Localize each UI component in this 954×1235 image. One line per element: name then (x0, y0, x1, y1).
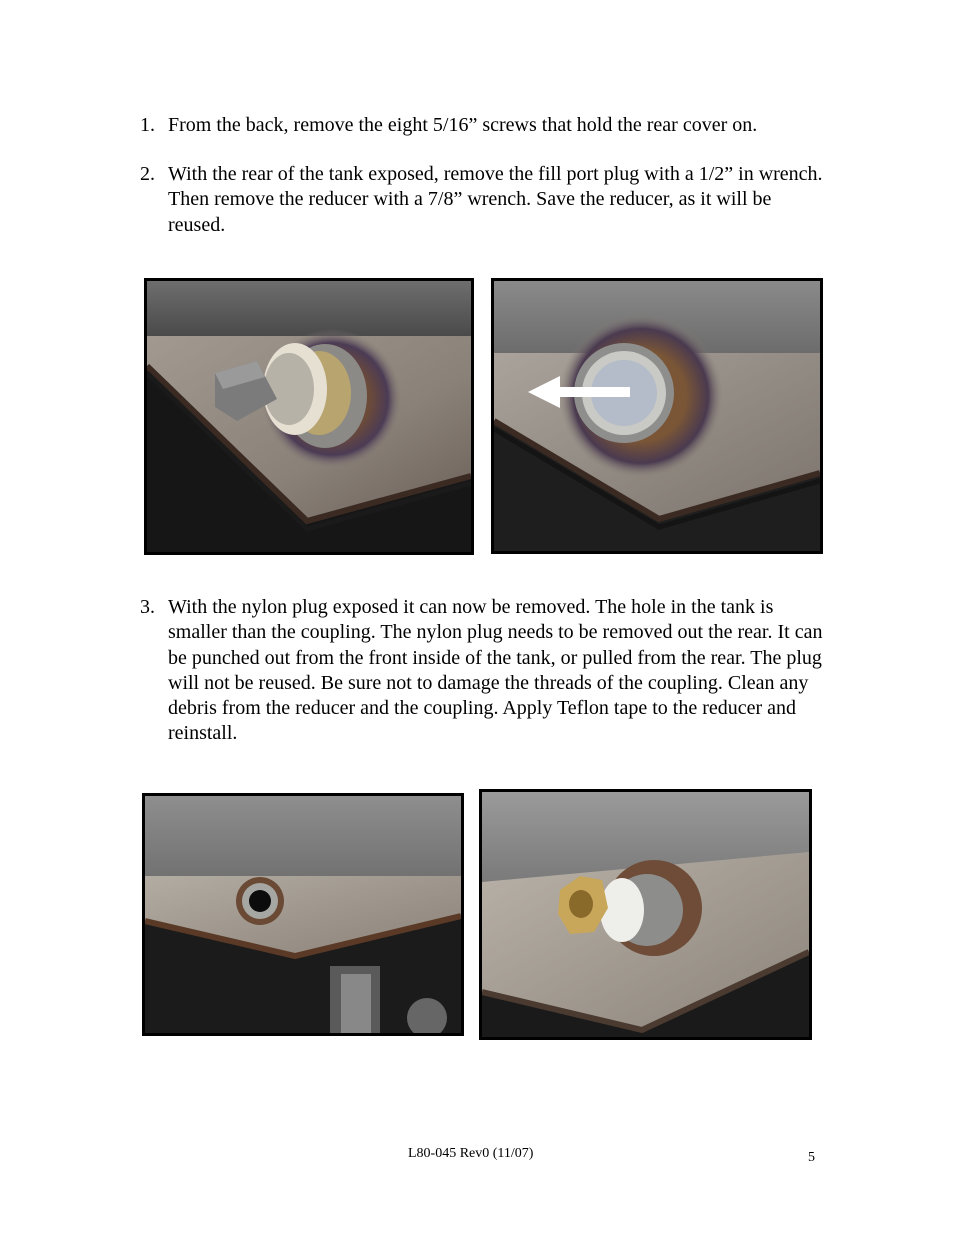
step-2-text: With the rear of the tank exposed, remove the fill port plug with a 1/2” in wrench. Then remove the reducer with a 7/8” wrench. Save the reducer, as it will be reused. (168, 163, 823, 236)
photo-reducer-removed (491, 278, 823, 554)
photo-fill-port-plug (144, 278, 474, 555)
photo-reducer-reinstalled (479, 789, 812, 1040)
page-number: 5 (808, 1150, 815, 1165)
step-3-number: 3. (140, 596, 155, 618)
document-id: L80-045 Rev0 (11/07) (408, 1146, 534, 1161)
step-3-text: With the nylon plug exposed it can now be removed. The hole in the tank is smaller than the coupling. The nylon plug needs to be removed out the rear. It can be punched out from the front inside of the tank, or pulled from the rear. The plug will not be reused. Be sure not to damage the threads of the coupling. Clean any debris from the reducer and the coupling. Apply Teflon tape to the reducer and reinstall. (168, 596, 823, 745)
photo-nylon-plug-removed (142, 793, 464, 1036)
step-1-number: 1. (140, 114, 155, 136)
step-1-text: From the back, remove the eight 5/16” screws that hold the rear cover on. (168, 114, 758, 136)
step-2-number: 2. (140, 163, 155, 185)
